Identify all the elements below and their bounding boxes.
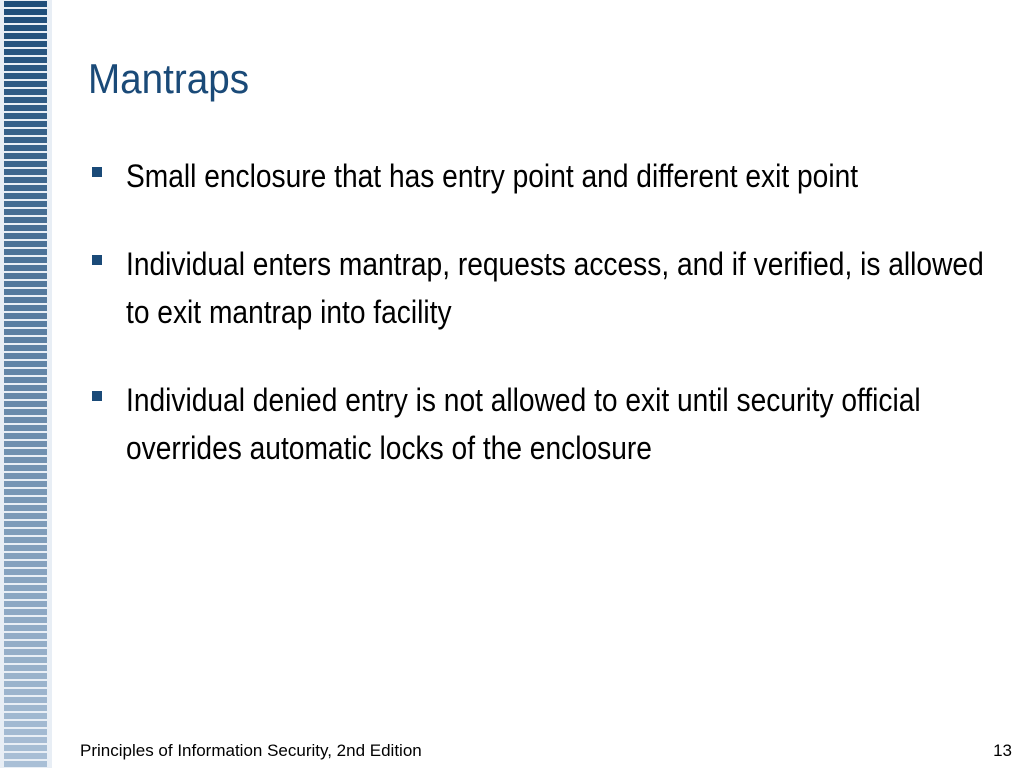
bullet-text: Individual denied entry is not allowed to exit until security official overrides automatic locks of the enclosure xyxy=(126,382,921,466)
stripe xyxy=(4,569,47,575)
stripe xyxy=(4,129,47,135)
stripe xyxy=(4,225,47,231)
stripe xyxy=(4,497,47,503)
bullet-item xyxy=(90,376,990,472)
stripe xyxy=(4,257,47,263)
stripe xyxy=(4,393,47,399)
stripe xyxy=(4,481,47,487)
stripe xyxy=(4,761,47,767)
decorative-stripe-bar xyxy=(0,0,52,768)
stripe xyxy=(4,1,47,7)
stripe xyxy=(4,241,47,247)
stripe xyxy=(4,57,47,63)
stripe xyxy=(4,553,47,559)
stripe xyxy=(4,441,47,447)
stripe xyxy=(4,513,47,519)
stripe xyxy=(4,745,47,751)
stripe xyxy=(4,321,47,327)
stripe xyxy=(4,657,47,663)
stripe xyxy=(4,697,47,703)
stripe xyxy=(4,721,47,727)
stripe xyxy=(4,33,47,39)
stripe xyxy=(4,41,47,47)
bullet-list xyxy=(90,152,990,512)
stripe xyxy=(4,209,47,215)
stripe xyxy=(4,265,47,271)
stripe xyxy=(4,625,47,631)
footer-page-number: 13 xyxy=(993,741,1012,760)
stripe xyxy=(4,289,47,295)
stripe xyxy=(4,17,47,23)
stripe xyxy=(4,417,47,423)
stripe xyxy=(4,297,47,303)
stripe xyxy=(4,457,47,463)
stripe xyxy=(4,353,47,359)
stripe xyxy=(4,313,47,319)
bullet-text: Individual enters mantrap, requests access, and if verified, is allowed to exit mantrap into facility xyxy=(126,246,984,330)
stripe xyxy=(4,601,47,607)
slide-title: Mantraps xyxy=(88,55,250,102)
stripe xyxy=(4,753,47,759)
stripe xyxy=(4,9,47,15)
stripe xyxy=(4,145,47,151)
stripe xyxy=(4,705,47,711)
stripe xyxy=(4,713,47,719)
stripe xyxy=(4,521,47,527)
square-bullet-icon xyxy=(92,167,102,177)
stripe xyxy=(4,329,47,335)
stripe xyxy=(4,409,47,415)
stripe xyxy=(4,89,47,95)
stripe xyxy=(4,233,47,239)
square-bullet-icon xyxy=(92,255,102,265)
stripe xyxy=(4,369,47,375)
stripe xyxy=(4,177,47,183)
stripe xyxy=(4,345,47,351)
stripe xyxy=(4,465,47,471)
stripe xyxy=(4,649,47,655)
stripe xyxy=(4,561,47,567)
stripe xyxy=(4,729,47,735)
stripe xyxy=(4,673,47,679)
stripe xyxy=(4,545,47,551)
stripe xyxy=(4,577,47,583)
stripe xyxy=(4,681,47,687)
stripe xyxy=(4,169,47,175)
stripe xyxy=(4,737,47,743)
stripe xyxy=(4,425,47,431)
stripe xyxy=(4,153,47,159)
bullet-text: Small enclosure that has entry point and different exit point xyxy=(126,158,859,194)
stripe xyxy=(4,537,47,543)
stripe xyxy=(4,161,47,167)
stripe xyxy=(4,449,47,455)
stripe xyxy=(4,113,47,119)
stripe xyxy=(4,337,47,343)
stripe xyxy=(4,609,47,615)
stripe xyxy=(4,665,47,671)
stripe xyxy=(4,105,47,111)
stripe xyxy=(4,593,47,599)
stripe xyxy=(4,273,47,279)
stripe xyxy=(4,385,47,391)
stripe xyxy=(4,217,47,223)
stripe xyxy=(4,401,47,407)
bullet-item xyxy=(90,240,990,336)
stripe xyxy=(4,473,47,479)
stripe xyxy=(4,617,47,623)
stripe xyxy=(4,377,47,383)
stripe xyxy=(4,361,47,367)
stripe xyxy=(4,689,47,695)
stripe xyxy=(4,305,47,311)
bullet-item xyxy=(90,152,990,200)
stripe xyxy=(4,185,47,191)
stripe xyxy=(4,137,47,143)
stripe xyxy=(4,529,47,535)
stripe xyxy=(4,489,47,495)
stripe xyxy=(4,97,47,103)
stripe xyxy=(4,505,47,511)
stripe xyxy=(4,121,47,127)
stripe xyxy=(4,49,47,55)
stripe xyxy=(4,81,47,87)
square-bullet-icon xyxy=(92,391,102,401)
footer-book-title: Principles of Information Security, 2nd Edition xyxy=(80,741,422,760)
stripe xyxy=(4,25,47,31)
stripe xyxy=(4,65,47,71)
stripe xyxy=(4,281,47,287)
stripe xyxy=(4,201,47,207)
stripe xyxy=(4,633,47,639)
stripe xyxy=(4,641,47,647)
stripe xyxy=(4,585,47,591)
stripe xyxy=(4,193,47,199)
stripe xyxy=(4,433,47,439)
stripe xyxy=(4,249,47,255)
stripe xyxy=(4,73,47,79)
